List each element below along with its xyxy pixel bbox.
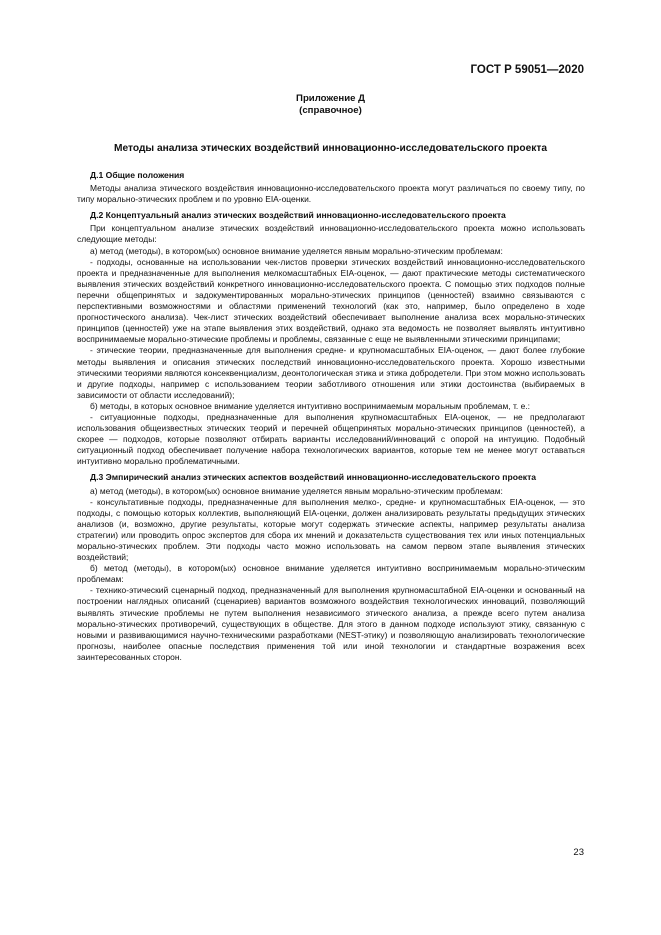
annex-title: Приложение Д xyxy=(296,93,365,104)
paragraph: - технико-этический сценарный подход, предназначенный для выполнения крупномасштабной EIA-оценки и основанный на построении наглядных описаний (сценариев) вариантов возможного воздействия технологических инноваций, позволяющий выявлять этические проблемы не путем выполнения независимого этического анализа, а прежде всего путем анализа морально-этических противоречий, существующих в обществе. Для этого в данном подходе используют этику, связанную с новыми и развивающимися научно-техническими разработками (NEST-этику) и позволяющую анализировать технологические прогнозы, наиболее опасные последствия применения той или иной технологии и стандартные возражения всех заинтересованных сторон. xyxy=(77,585,585,662)
main-title: Методы анализа этических воздействий инновационно-исследовательского проекта xyxy=(113,143,548,154)
section-d1 xyxy=(77,170,585,205)
paragraph: - подходы, основанные на использовании чек-листов проверки этических воздействий инновационно-исследовательского проекта и предназначенные для выполнения мелкомасштабных EIA-оценок, — дают практические методы систематического выявления этических воздействий конкретного инновационно-исследовательского проекта. С помощью этих подходов полные перечни общепринятых и задокументированных морально-этических принципов (ценностей) взаимно связываются с перспективными возможностями и областями применений технологий (как это, например, было определено в ходе прогностического анализа). Чек-лист этических воздействий обеспечивает выполнение анализа всех морально-этических принципов (ценностей) уже на этапе выявления этих воздействий, однако эта ведомость не позволяет выявлять интуитивно воспринимаемые морально-этические проблемы и проблемы, связанные с еще не выявленными этическими принципами; xyxy=(77,256,585,345)
paragraph: б) методы, в которых основное внимание уделяется интуитивно воспринимаемым моральным проблемам, т. е.: xyxy=(90,400,530,411)
paragraph: - ситуационные подходы, предназначенные для выполнения крупномасштабных EIA-оценок, — не предполагают использования общеизвестных этических теорий и перечней общепринятых морально-этических принципов (ценностей), а скорее — подходов, которые позволяют отбирать варианты исследований/инноваций с опорой на интуицию. Подобный ситуационный подход обеспечивает получение набора технологических вариантов, которые тем не менее могут оставаться интуитивно морально проблематичными. xyxy=(77,411,585,467)
paragraph: б) метод (методы), в котором(ых) основное внимание уделяется интуитивно воспринимаемым морально-этическим проблемам: xyxy=(77,563,585,585)
section-d3 xyxy=(77,472,585,663)
section-d2 xyxy=(77,210,585,467)
paragraph: При концептуальном анализе этических воздействий инновационно-исследовательского проекта можно использовать следующие методы: xyxy=(77,223,585,245)
paragraph: а) метод (методы), в котором(ых) основное внимание уделяется явным морально-этическим проблемам: xyxy=(90,485,503,496)
section-heading: Д.1 Общие положения xyxy=(90,170,185,180)
annex-subtitle: (справочное) xyxy=(299,105,362,116)
annex-heading xyxy=(0,93,661,117)
paragraph: - консультативные подходы, предназначенные для выполнения мелко-, средне- и крупномасштабных EIA-оценок, — это подходы, с помощью которых коллектив, выполняющий EIA-оценки, должен анализировать результаты предыдущих этических анализов (и, возможно, другие результаты, которые могут содержать этические аспекты, например результаты анализа стратегии) или проводить опрос экспертов для сбора их мнений и доказательств существования тех или иных потенциальных морально-этических проблем. Эти подходы часто можно использовать на самом первом этапе выявления этических воздействий; xyxy=(77,496,585,563)
body-text xyxy=(77,170,585,668)
page-number: 23 xyxy=(573,847,584,858)
section-heading: Д.3 Эмпирический анализ этических аспектов воздействий инновационно-исследовательского проекта xyxy=(90,472,537,483)
paragraph: а) метод (методы), в котором(ых) основное внимание уделяется явным морально-этическим проблемам: xyxy=(90,245,503,256)
standard-code: ГОСТ Р 59051—2020 xyxy=(470,64,584,76)
section-heading: Д.2 Концептуальный анализ этических воздействий инновационно-исследовательского проекта xyxy=(90,210,506,221)
paragraph: - этические теории, предназначенные для выполнения средне- и крупномасштабных EIA-оценок, — дают более глубокие методы выявления и описания этических последствий инновационно-исследовательского проекта. Хорошо известными этическими теориями являются консеквенциализм, деонтологическая этика и этика добродетели. При этом можно использовать и другие подходы, например с использованием теории заботливого отношения или этики достоинства (выбираемых в зависимости от области исследований); xyxy=(77,345,585,400)
paragraph: Методы анализа этического воздействия инновационно-исследовательского проекта могут различаться по своему типу, по типу морально-этических проблем и по уровню EIA-оценки. xyxy=(77,183,585,205)
